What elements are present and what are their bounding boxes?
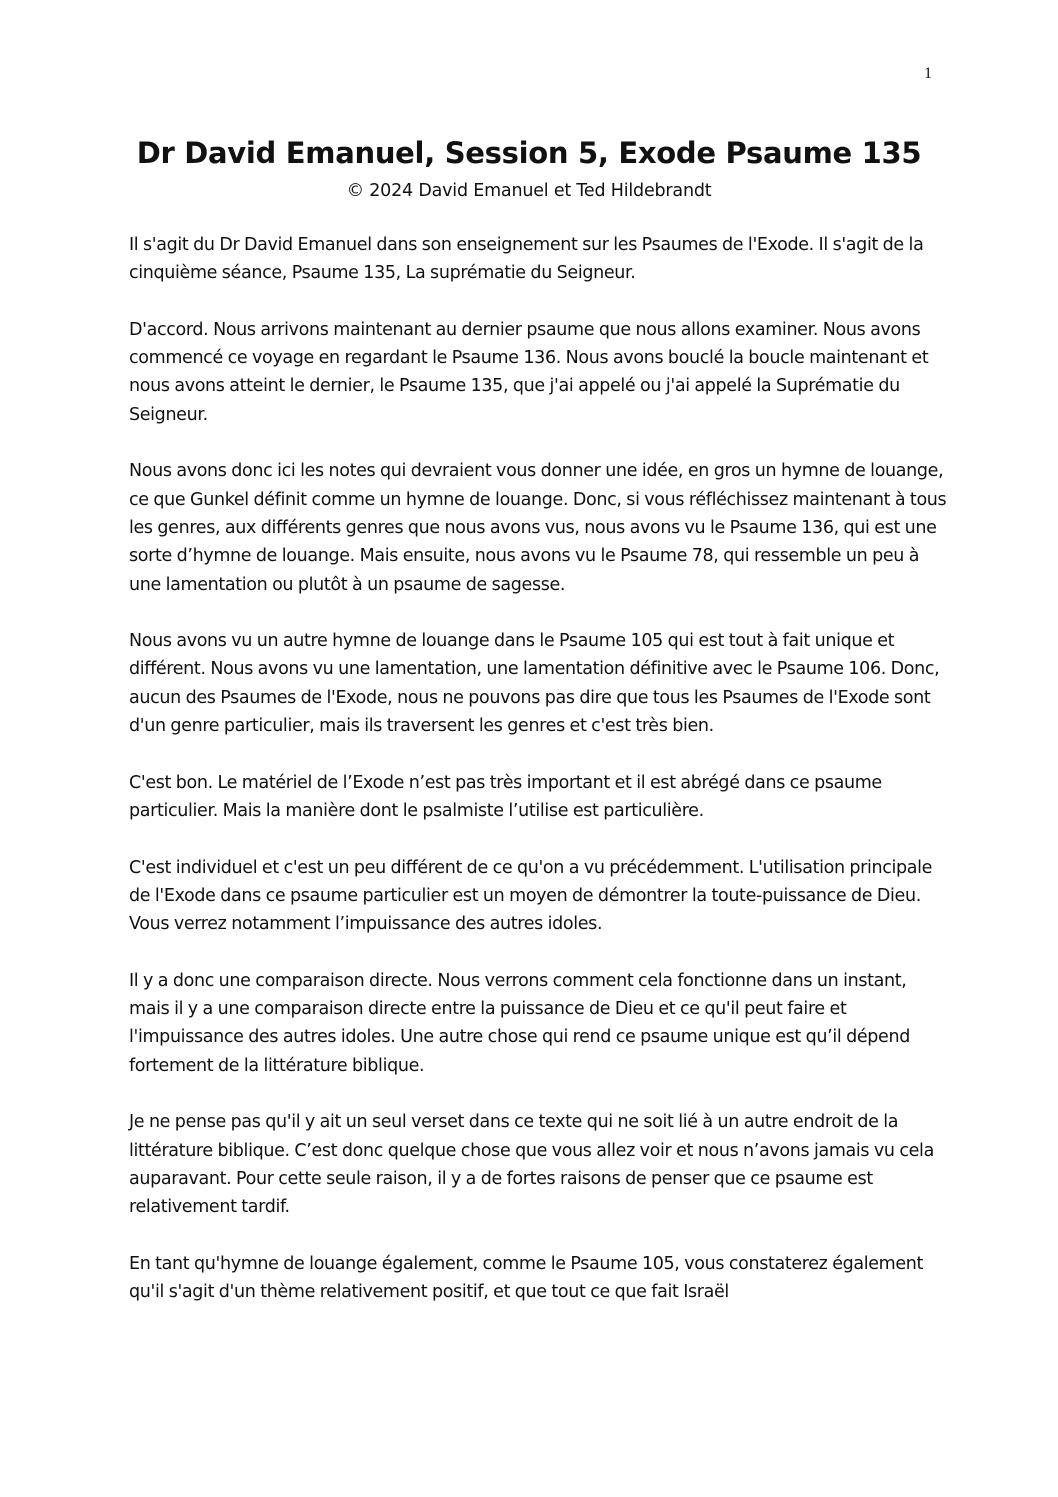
paragraph: Il y a donc une comparaison directe. Nous verrons comment cela fonctionne dans un instant, mais il y a une comparaison directe entre la puissance de Dieu et ce qu'il peut faire et l'impuissance des autres idoles. Une autre chose qui rend ce psaume unique est qu’il dépend fortement de la littérature biblique. [129, 970, 910, 1076]
paragraph: Nous avons vu un autre hymne de louange dans le Psaume 105 qui est tout à fait unique et différent. Nous avons vu une lamentation, une lamentation définitive avec le Psaume 106. Donc, aucun des Psaumes de l'Exode, nous ne pouvons pas dire que tous les Psaumes de l'Exode sont d'un genre particulier, mais ils traversent les genres et c'est très bien. [129, 631, 940, 737]
paragraph: Nous avons donc ici les notes qui devraient vous donner une idée, en gros un hymne de louange, ce que Gunkel définit comme un hymne de louange. Donc, si vous réfléchissez maintenant à tous les genres, aux différents genres que nous avons vus, nous avons vu le Psaume 136, qui est une sorte d’hymne de louange. Mais ensuite, nous avons vu le Psaume 78, qui ressemble un peu à une lamentation ou plutôt à un psaume de sagesse. [129, 461, 947, 595]
paragraph: C'est individuel et c'est un peu différent de ce qu'on a vu précédemment. L'utilisation principale de l'Exode dans ce psaume particulier est un moyen de démontrer la toute-puissance de Dieu. Vous verrez notamment l’impuissance des autres idoles. [129, 857, 933, 935]
paragraph: C'est bon. Le matériel de l’Exode n’est pas très important et il est abrégé dans ce psaume particulier. Mais la manière dont le psalmiste l’utilise est particulière. [129, 772, 882, 821]
page-number: 1 [924, 65, 932, 82]
paragraph: En tant qu'hymne de louange également, comme le Psaume 105, vous constaterez également qu'il s'agit d'un thème relativement positif, et que tout ce que fait Israël [129, 1253, 924, 1302]
document-body [129, 231, 949, 1335]
document-title: Dr David Emanuel, Session 5, Exode Psaume 135 [136, 136, 922, 170]
paragraph: Il s'agit du Dr David Emanuel dans son enseignement sur les Psaumes de l'Exode. Il s'agit de la cinquième séance, Psaume 135, La suprématie du Seigneur. [129, 235, 924, 284]
copyright-line: © 2024 David Emanuel et Ted Hildebrandt [346, 181, 712, 201]
paragraph: Je ne pense pas qu'il y ait un seul verset dans ce texte qui ne soit lié à un autre endroit de la littérature biblique. C’est donc quelque chose que vous allez voir et nous n’avons jamais vu cela auparavant. Pour cette seule raison, il y a de fortes raisons de penser que ce psaume est relativement tardif. [129, 1112, 934, 1218]
paragraph: D'accord. Nous arrivons maintenant au dernier psaume que nous allons examiner. Nous avons commencé ce voyage en regardant le Psaume 136. Nous avons bouclé la boucle maintenant et nous avons atteint le dernier, le Psaume 135, que j'ai appelé ou j'ai appelé la Suprématie du Seigneur. [129, 319, 929, 425]
